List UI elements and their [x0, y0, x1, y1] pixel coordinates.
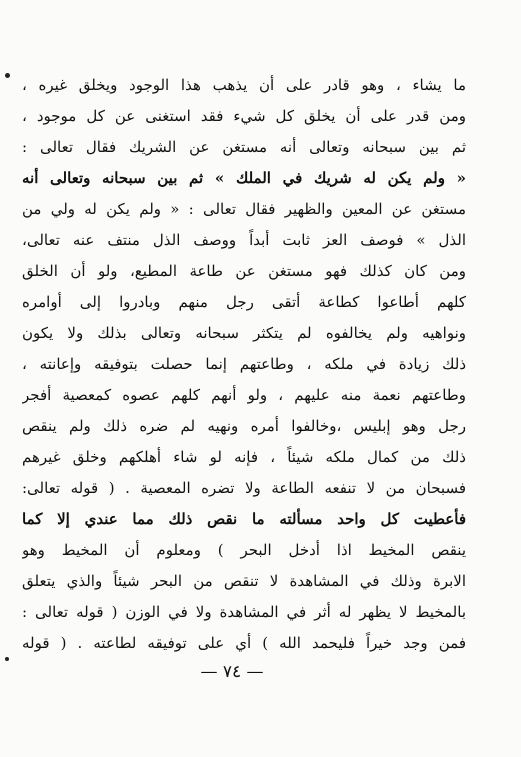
text-line: ذلك من كمال ملكه شيئاً ، فإنه لو شاء أهلكهم وخلق غيرهم — [22, 448, 466, 466]
body-text — [22, 70, 466, 659]
text-line: ينقص المخيط اذا أدخل البحر ) ومعلوم أن المخيط وهو — [22, 541, 466, 559]
text-line: ونواهيه ولم يخالفوه لم يتكثر سبحانه وتعالى بذلك ولا يكون — [22, 324, 466, 342]
text-line: ما يشاء ، وهو قادر على أن يذهب هذا الوجود ويخلق غيره ، — [22, 76, 466, 94]
text-line: مستغن عن المعين والظهير فقال تعالى : « ولم يكن له ولي من — [22, 200, 466, 218]
text-line: « ولم يكن له شريك في الملك » ثم بين سبحانه وتعالى أنه — [22, 169, 466, 187]
text-line: فسبحان من لا تنفعه الطاعة ولا تضره المعصية . ( قوله تعالى: — [22, 479, 466, 497]
text-line: فأعطيت كل واحد مسألته ما نقص ذلك مما عندي إلا كما — [22, 510, 466, 528]
text-line: وطاعتهم نعمة منه عليهم ، ولو أنهم كلهم عصوه كمعصية أفجر — [22, 386, 466, 404]
page-number: — ٧٤ — — [200, 662, 264, 682]
text-line: ومن كان كذلك فهو مستغن عن طاعة المطيع، ولو أن الخلق — [22, 262, 466, 280]
margin-mark-top — [5, 73, 10, 78]
text-line: فمن وجد خيراً فليحمد الله ) أي على توفيقه لطاعته . ( قوله — [22, 634, 466, 652]
text-line: بالمخيط لا يظهر له أثر في المشاهدة ولا في الوزن ( قوله تعالى : — [22, 603, 466, 621]
text-line: كلهم أطاعوا كطاعة أتقى رجل منهم وبادروا إلى أوامره — [22, 293, 466, 311]
text-line: رجل وهو إبليس ،وخالفوا أمره ونهيه لم ضره ذلك ولم ينقص — [22, 417, 466, 435]
text-line: الذل » فوصف العز ثابت أبداً ووصف الذل منتف عنه تعالى، — [22, 231, 466, 249]
text-line: الابرة وذلك في المشاهدة لا تنقص من البحر شيئاً والذي يتعلق — [22, 572, 466, 590]
margin-mark-bottom — [5, 657, 9, 661]
text-line: ثم بين سبحانه وتعالى أنه مستغن عن الشريك فقال تعالى : — [22, 138, 466, 156]
text-line: ذلك زيادة في ملكه ، وطاعتهم إنما حصلت بتوفيقه وإعانته ، — [22, 355, 466, 373]
text-line: ومن قدر على أن يخلق كل شيء فقد استغنى عن كل موجود ، — [22, 107, 466, 125]
